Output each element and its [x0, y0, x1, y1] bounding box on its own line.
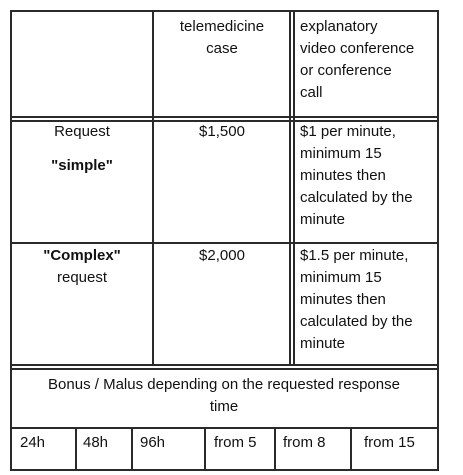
time-divider-3 [204, 427, 206, 471]
col-divider-2-double [293, 10, 295, 366]
time-cell-from-15: from 15 [364, 434, 415, 451]
complex-conference-line1: $1.5 per minute, [300, 247, 409, 264]
complex-request-price: $2,000 [199, 247, 245, 264]
simple-conference-line2: minimum 15 [300, 145, 382, 162]
row-separator-2-double [10, 368, 439, 370]
header-conference-line1: explanatory [300, 18, 378, 35]
table-border-right-mid [437, 118, 439, 471]
table-border-right-top [437, 10, 439, 118]
simple-conference-line3: minutes then [300, 167, 386, 184]
time-divider-1 [75, 427, 77, 471]
simple-conference-line1: $1 per minute, [300, 123, 396, 140]
bonus-line1: Bonus / Malus depending on the requested response [48, 376, 400, 393]
header-conference-line3: or conference [300, 62, 392, 79]
complex-conference-line4: calculated by the [300, 313, 413, 330]
complex-request-label-line2: request [56, 269, 108, 286]
complex-conference-line2: minimum 15 [300, 269, 382, 286]
time-cell-24h: 24h [20, 434, 46, 451]
simple-request-price: $1,500 [199, 123, 245, 140]
time-divider-4 [274, 427, 276, 471]
header-conference-line4: call [300, 84, 323, 101]
time-cell-48h: 48h [83, 434, 109, 451]
table-border-left-mid [10, 118, 12, 471]
complex-conference-line3: minutes then [300, 291, 386, 308]
time-cell-from-8: from 8 [283, 434, 326, 451]
complex-conference-line5: minute [300, 335, 346, 352]
row-separator-1 [10, 242, 439, 244]
time-cell-from-5: from 5 [214, 434, 257, 451]
complex-request-label-line1: "Complex" [43, 247, 121, 264]
header-separator [10, 116, 439, 118]
header-telemedicine-line2: case [206, 40, 238, 57]
header-conference-line2: video conference [300, 40, 415, 57]
time-divider-2 [131, 427, 133, 471]
header-telemedicine-line1: telemedicine [179, 18, 265, 35]
col-divider-2 [289, 10, 291, 366]
simple-request-label-line2: "simple" [51, 157, 113, 174]
simple-conference-line4: calculated by the [300, 189, 413, 206]
table-border-top [10, 10, 439, 12]
simple-conference-line5: minute [300, 211, 346, 228]
row-separator-2 [10, 364, 439, 366]
table-border-left-top [10, 10, 12, 118]
bonus-line2: time [209, 398, 239, 415]
simple-request-label-line1: Request [54, 123, 110, 140]
col-divider-1 [152, 10, 154, 366]
time-divider-5 [350, 427, 352, 471]
time-cell-96h: 96h [140, 434, 166, 451]
